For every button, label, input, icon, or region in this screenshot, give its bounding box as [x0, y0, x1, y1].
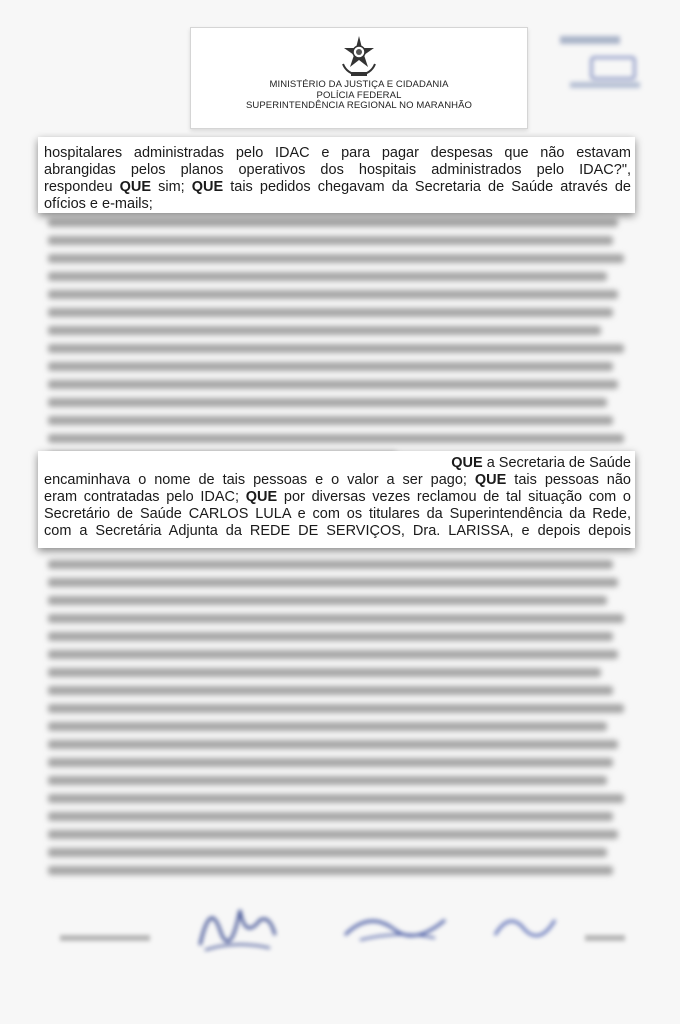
highlighted-excerpt-2: [38, 451, 635, 548]
brazil-coat-of-arms-icon: [337, 34, 381, 78]
excerpt2-line3: eram contratadas pelo IDAC; QUE por diversas vezes reclamou de tal situação com o: [44, 489, 631, 505]
excerpt2-line1: QUE a Secretaria de Saúde: [451, 455, 631, 471]
highlighted-excerpt-1: [38, 137, 635, 213]
letterhead: [190, 27, 528, 129]
excerpt2-line4: Secretário de Saúde CARLOS LULA e com os titulares da Superintendência da Rede,: [44, 506, 631, 522]
footer-document-id: [60, 935, 150, 941]
excerpt2-line2: encaminhava o nome de tais pessoas e o valor a ser pago; QUE tais pessoas não: [44, 472, 631, 488]
signature-2: [340, 900, 450, 950]
excerpt1-line3: respondeu QUE sim; QUE tais pedidos chegavam da Secretaria de Saúde através de: [44, 179, 631, 195]
excerpt2-line5: com a Secretária Adjunta da REDE DE SERVIÇOS, Dra. LARISSA, e depois depois: [44, 523, 631, 539]
excerpt1-line1: hospitalares administradas pelo IDAC e para pagar despesas que não estavam: [44, 145, 631, 161]
signature-1: [190, 890, 280, 960]
excerpt1-line4: ofícios e e-mails;: [44, 196, 153, 212]
page-stamp: [550, 30, 660, 100]
ministry-name: MINISTÉRIO DA JUSTIÇA E CIDADANIA: [269, 79, 449, 90]
footer-page-number: [585, 935, 625, 941]
blurred-document-text: [48, 200, 630, 900]
agency-name: POLÍCIA FEDERAL: [316, 89, 402, 101]
signature-3: [490, 905, 560, 950]
signatures: [0, 880, 680, 970]
excerpt1-line2: abrangidas pelos planos operativos dos hospitais administrados pelo IDAC?",: [44, 162, 631, 178]
regional-office-name: SUPERINTENDÊNCIA REGIONAL NO MARANHÃO: [245, 100, 473, 111]
